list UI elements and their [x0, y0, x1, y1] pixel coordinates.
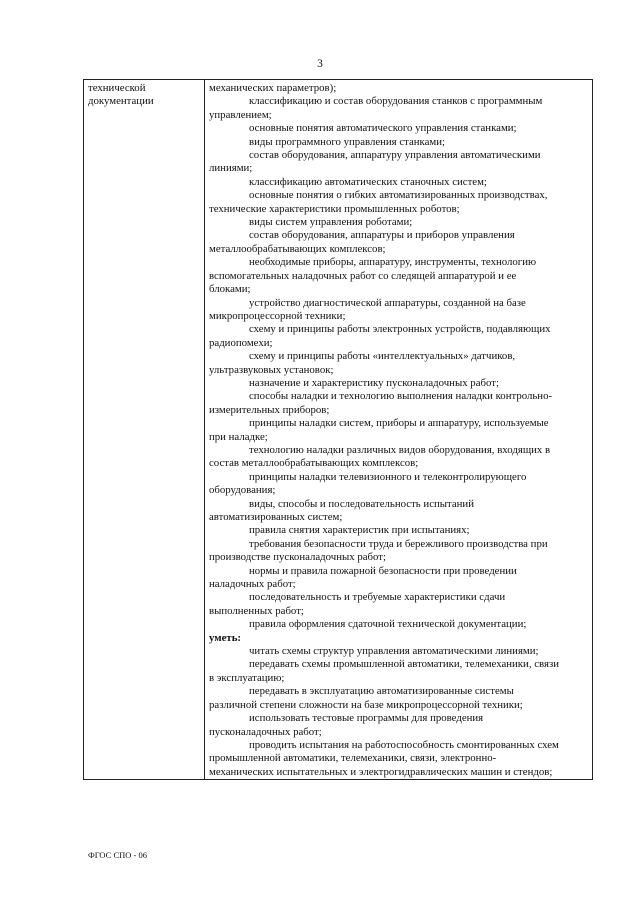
table-row [84, 80, 593, 780]
content-table [83, 79, 593, 780]
text-line: радиопомехи; [209, 336, 273, 349]
text-line: в эксплуатацию; [209, 671, 285, 684]
text-line: правила оформления сдаточной технической документации; [249, 618, 527, 631]
text-line: блоками; [209, 283, 251, 296]
text-line: последовательность и требуемые характеристики сдачи [249, 591, 506, 604]
text-line: схему и принципы работы электронных устройств, подавляющих [249, 323, 551, 336]
text-line: промышленной автоматики, телемеханики, связи, электронно- [209, 752, 497, 765]
text-line: автоматизированных систем; [209, 511, 343, 523]
text-line: состав оборудования, аппаратуру управления автоматическими [249, 149, 541, 162]
text-line: пусконаладочных работ; [209, 725, 322, 738]
text-line: микропроцессорной техники; [209, 309, 346, 322]
text-line: принципы наладки систем, приборы и аппаратуру, используемые [249, 417, 549, 430]
text-line: состав металлообрабатывающих комплексов; [209, 457, 419, 470]
left-cell-line: технической [88, 82, 146, 94]
text-line: состав оборудования, аппаратуры и приборов управления [249, 229, 515, 242]
text-line: виды систем управления роботами; [249, 216, 413, 229]
text-line: схему и принципы работы «интеллектуальных» датчиков, [249, 350, 516, 363]
text-line: механических параметров); [209, 82, 337, 94]
text-line: линиями; [209, 162, 253, 175]
text-line: при наладке; [209, 430, 268, 443]
text-line: использовать тестовые программы для проведения [249, 712, 484, 725]
left-cell-line: документации [88, 95, 154, 108]
text-line: основные понятия о гибких автоматизированных производствах, [249, 189, 548, 202]
text-line: правила снятия характеристик при испытаниях; [249, 524, 470, 537]
text-line: передавать схемы промышленной автоматики, телемеханики, связи [249, 658, 559, 671]
text-line: металлообрабатывающих комплексов; [209, 242, 386, 255]
left-cell [84, 80, 205, 780]
text-line: назначение и характеристику пусконаладочных работ; [249, 376, 499, 389]
text-line: классификацию и состав оборудования станков с программным [249, 95, 543, 108]
text-line: виды программного управления станками; [249, 135, 446, 148]
text-line: управлением; [209, 108, 272, 121]
text-line: читать схемы структур управления автоматическими линиями; [249, 645, 539, 658]
text-line: ультразвуковых установок; [209, 363, 334, 376]
text-line: принципы наладки телевизионного и телеконтролирующего [249, 470, 527, 483]
text-line: наладочных работ; [209, 578, 296, 591]
text-line: классификацию автоматических станочных систем; [249, 175, 487, 188]
text-line: технические характеристики промышленных роботов; [209, 202, 460, 215]
page-number: 3 [317, 58, 323, 70]
right-cell [205, 80, 593, 780]
text-line: проводить испытания на работоспособность смонтированных схем [249, 738, 559, 751]
text-line: технологию наладки различных видов оборудования, входящих в [249, 443, 551, 456]
text-line: выполненных работ; [209, 604, 304, 617]
section-heading: уметь: [209, 631, 242, 644]
text-line: производстве пусконаладочных работ; [209, 551, 386, 564]
text-line: нормы и правила пожарной безопасности при проведении [249, 564, 517, 577]
text-line: требования безопасности труда и бережливого производства при [249, 537, 548, 550]
footer-code: ФГОС СПО - 06 [88, 850, 147, 860]
text-line: вспомогательных наладочных работ со следящей аппаратурой и ее [209, 269, 517, 282]
text-line: необходимые приборы, аппаратуру, инструменты, технологию [249, 256, 537, 269]
text-line: различной степени сложности на базе микропроцессорной техники; [209, 698, 523, 711]
text-line: виды, способы и последовательность испытаний [249, 497, 474, 510]
text-line: способы наладки и технологию выполнения наладки контрольно- [249, 390, 553, 403]
text-line: оборудования; [209, 484, 276, 497]
text-line: передавать в эксплуатацию автоматизированные системы [249, 685, 514, 698]
text-line: механических испытательных и электрогидравлических машин и стендов; [209, 765, 553, 778]
text-line: устройство диагностической аппаратуры, созданной на базе [249, 296, 526, 309]
text-line: основные понятия автоматического управления станками; [249, 122, 517, 135]
text-line: измерительных приборов; [209, 403, 330, 416]
